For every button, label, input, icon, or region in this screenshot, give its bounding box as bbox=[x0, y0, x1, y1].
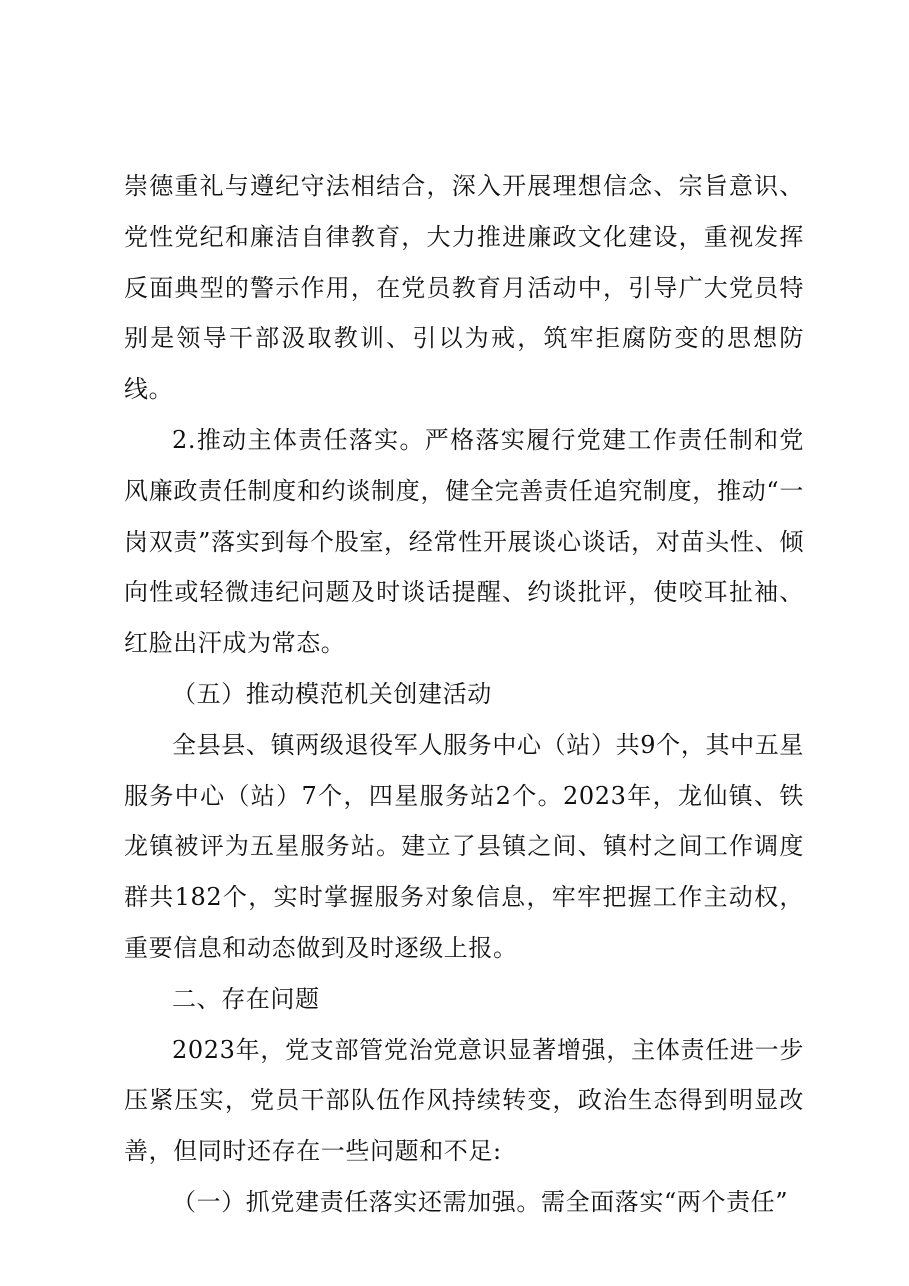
document-body bbox=[124, 161, 804, 1228]
paragraph-problems-intro: 2023年，党支部管党治党意识显著增强，主体责任进一步压紧压实，党员干部队伍作风持续转变，政治生态得到明显改善，但同时还存在一些问题和不足: bbox=[124, 1035, 804, 1166]
paragraph-service-centers: 全县县、镇两级退役军人服务中心（站）共9个，其中五星服务中心（站）7个，四星服务站2个。2023年，龙仙镇、铁龙镇被评为五星服务站。建立了县镇之间、镇村之间工作调度群共182个，实时掌握服务对象信息，牢牢把握工作主动权，重要信息和动态做到及时逐级上报。 bbox=[124, 730, 804, 962]
section-subheading-model-agency: （五）推动模范机关创建活动 bbox=[172, 679, 492, 708]
paragraph-responsibility: 2.推动主体责任落实。严格落实履行党建工作责任制和党风廉政责任制度和约谈制度，健全完善责任追究制度，推动“一岗双责”落实到每个股室，经常性开展谈心谈话，对苗头性、倾向性或轻微违纪问题及时谈话提醒、约谈批评，使咬耳扯袖、红脸出汗成为常态。 bbox=[124, 425, 804, 658]
section-heading-problems: 二、存在问题 bbox=[172, 984, 320, 1013]
paragraph-problem-one: （一）抓党建责任落实还需加强。需全面落实“两个责任” bbox=[172, 1187, 789, 1216]
paragraph-continuation: 崇德重礼与遵纪守法相结合，深入开展理想信念、宗旨意识、党性党纪和廉洁自律教育，大力推进廉政文化建设，重视发挥反面典型的警示作用，在党员教育月活动中，引导广大党员特别是领导干部汲取教训、引以为戒，筑牢拒腐防变的思想防线。 bbox=[124, 172, 804, 404]
